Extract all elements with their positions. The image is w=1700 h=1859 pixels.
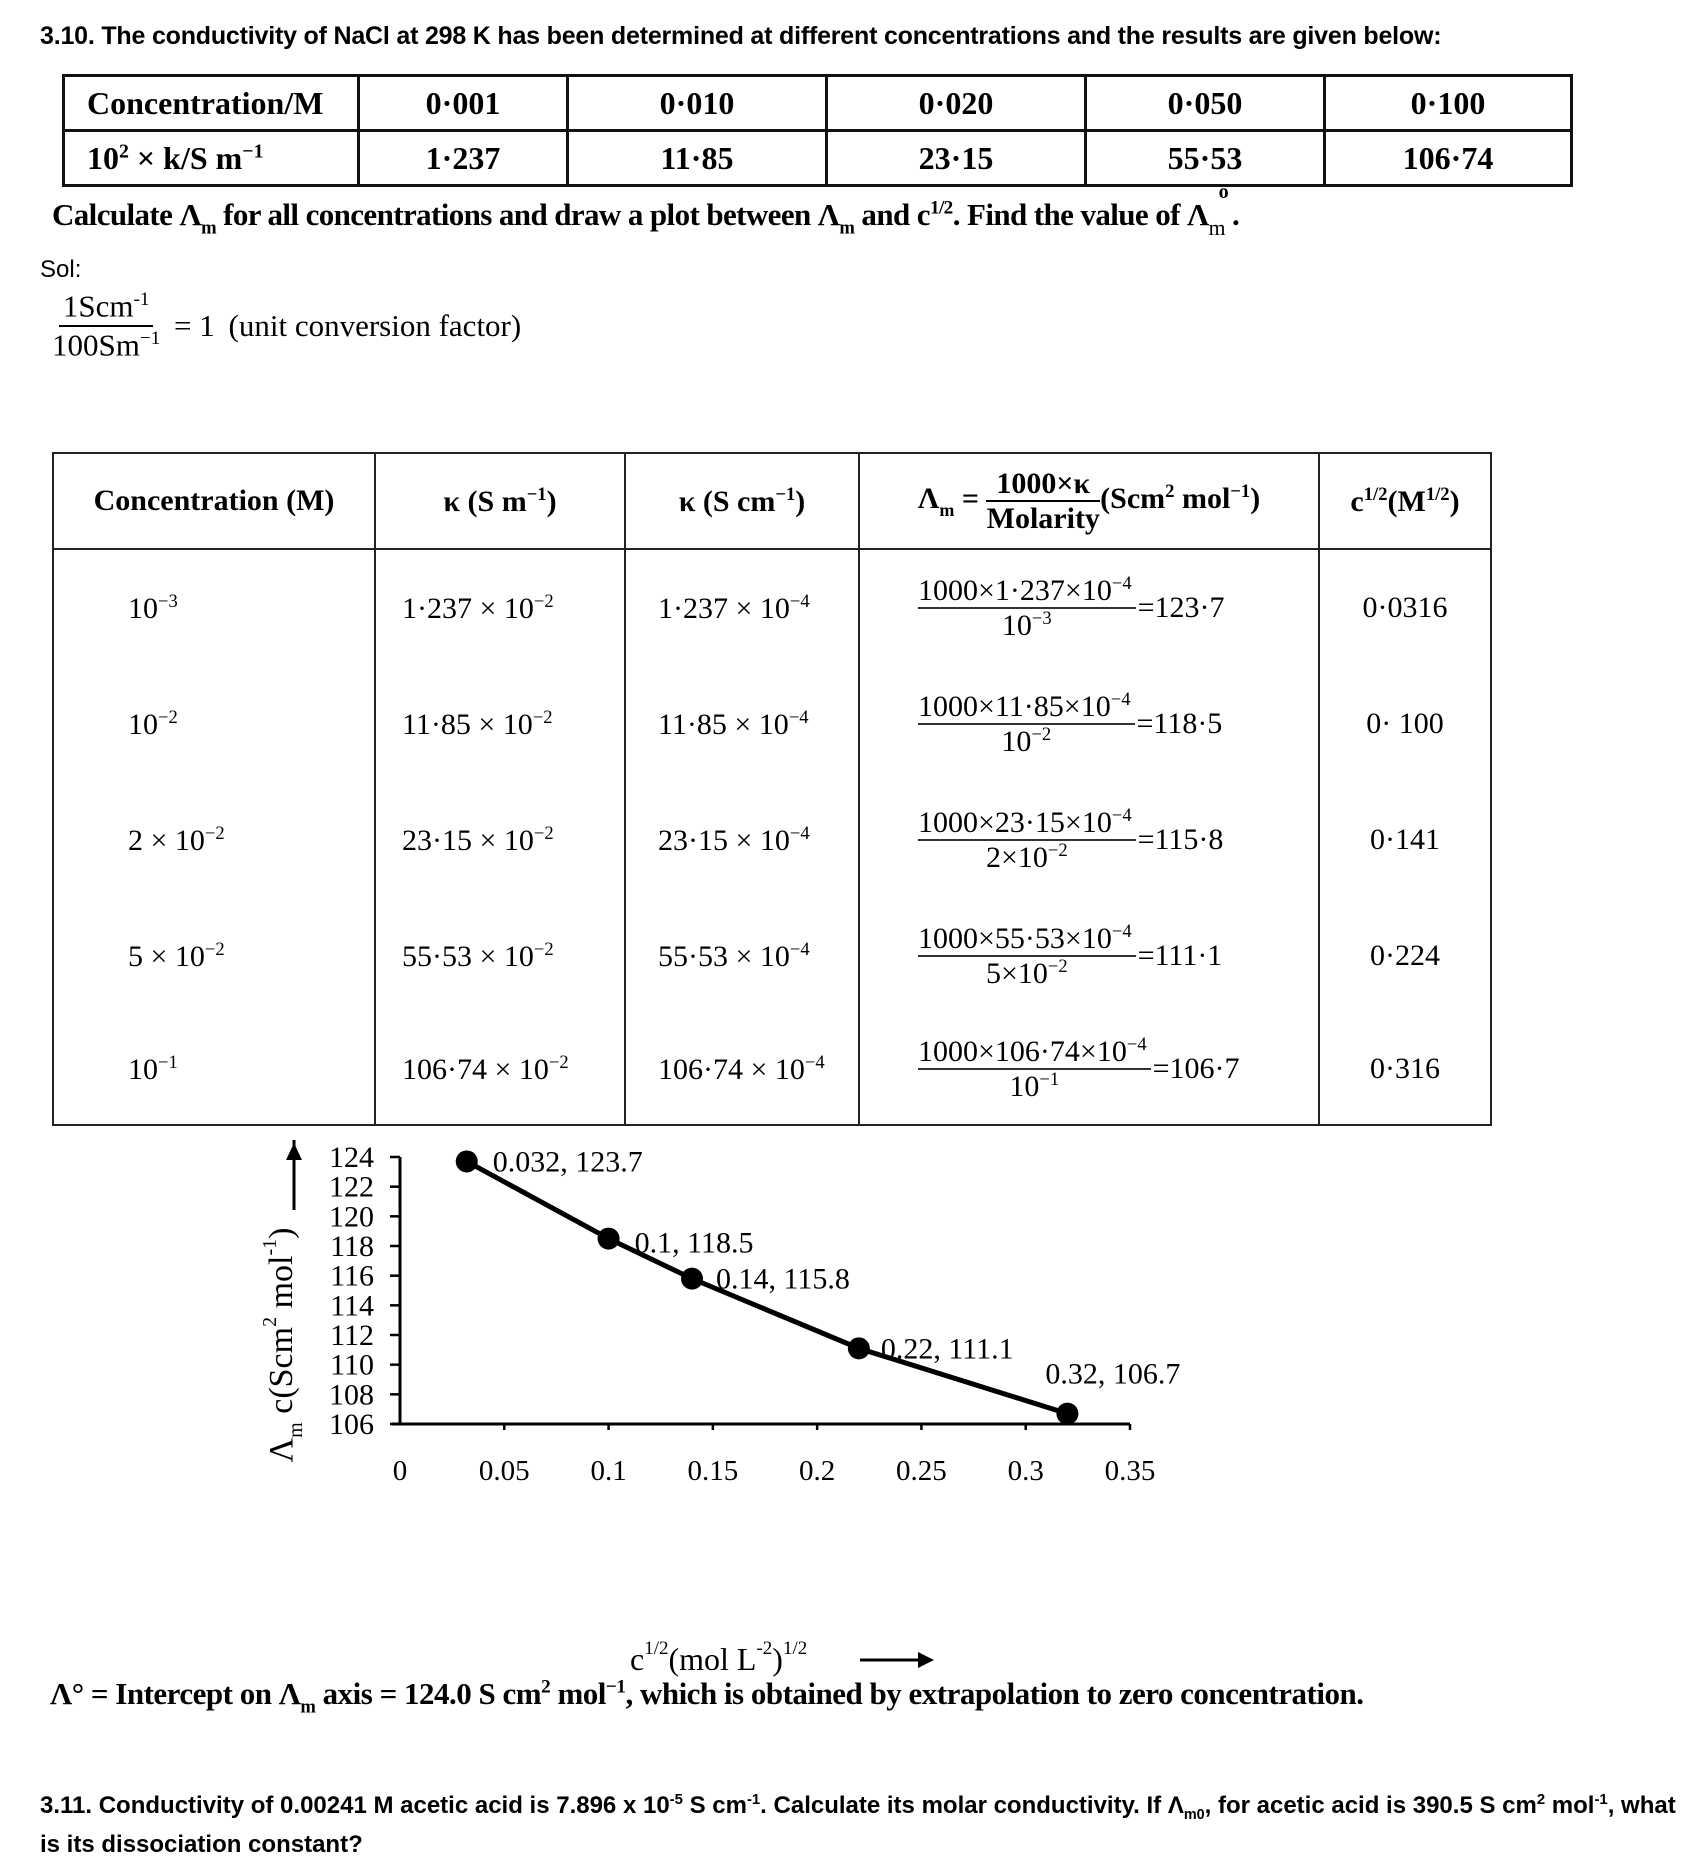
concentration-cell — [53, 1014, 375, 1125]
task-text: and c — [854, 197, 930, 232]
denominator-text: 100Sm — [52, 327, 140, 363]
times-ten: × 10 — [487, 1052, 549, 1086]
table-row — [53, 1014, 1491, 1125]
y-tick-label: 112 — [330, 1319, 374, 1352]
calculation-fraction — [918, 806, 1136, 874]
denominator-text: 10 — [1009, 1070, 1040, 1103]
superscript: -5 — [669, 1792, 683, 1808]
equals-one: = 1 — [174, 307, 215, 343]
data-point — [1056, 1403, 1078, 1425]
calculation-fraction — [918, 1035, 1151, 1103]
x-tick-label: 0.25 — [896, 1455, 947, 1487]
data-point-label: 0.14, 115.8 — [716, 1262, 850, 1296]
kappa-scm-cell — [625, 782, 859, 898]
superscript: −4 — [1110, 689, 1131, 710]
numerator-text: 1Scm — [62, 288, 134, 324]
superscript: 2 — [541, 1676, 551, 1698]
concentration-cell: 0·010 — [568, 76, 827, 131]
y-tick-label: 106 — [329, 1408, 374, 1441]
molar-conductivity-cell — [859, 898, 1319, 1014]
root-concentration-cell: 0·224 — [1319, 898, 1491, 1014]
chart-ticks — [329, 1141, 1155, 1487]
conversion-fraction — [52, 290, 160, 362]
header-concentration: Concentration (M) — [53, 453, 375, 549]
superscript: 1/2 — [1425, 483, 1450, 505]
header-text: c — [1350, 484, 1364, 518]
superscript: -1 — [746, 1792, 761, 1808]
superscript: −1 — [605, 1676, 626, 1698]
question-text: S cm — [682, 1792, 747, 1819]
table-row — [53, 549, 1491, 666]
coefficient: 2 × — [128, 823, 175, 857]
superscript: −1 — [158, 1051, 178, 1073]
times-ten: × 10 — [472, 939, 534, 973]
question-text: mol — [1545, 1792, 1595, 1819]
denominator-text: 10 — [1001, 725, 1032, 758]
conductivity-plot — [0, 1140, 1700, 1680]
superscript: 1/2 — [1363, 483, 1388, 505]
superscript: −1 — [775, 483, 796, 505]
kappa-sm-cell — [375, 782, 625, 898]
superscript: −2 — [1047, 840, 1068, 861]
times-ten: × 10 — [728, 823, 790, 857]
superscript: −4 — [789, 590, 810, 612]
superscript: −2 — [1031, 724, 1052, 745]
unit-conversion — [52, 290, 521, 362]
superscript: −4 — [788, 706, 809, 728]
fraction-numerator — [918, 1035, 1151, 1070]
superscript: −1 — [1039, 1069, 1060, 1090]
superscript: −2 — [1047, 956, 1068, 977]
question-text: , what is its dissociation constant? — [40, 1792, 1676, 1858]
denominator-text: 10 — [1001, 609, 1032, 642]
lambda-symbol: Λ — [917, 481, 940, 515]
y-tick-label: 108 — [329, 1378, 374, 1412]
conversion-note: (unit conversion factor) — [228, 307, 522, 343]
base-ten: 10 — [174, 939, 205, 973]
question-text: 3.11. Conductivity of 0.00241 M acetic acid is 7.896 x 10 — [40, 1792, 670, 1819]
unit-text: mol — [1174, 481, 1231, 515]
superscript: −4 — [1111, 573, 1132, 594]
table-row — [53, 782, 1491, 898]
conductivity-cell: 1·237 — [359, 131, 568, 186]
times-ten: × 10 — [728, 591, 790, 625]
label-part: × k/S m — [128, 139, 243, 176]
unit-text: (Scm — [1100, 481, 1166, 515]
y-tick-label: 118 — [330, 1230, 374, 1263]
y-tick-label: 122 — [329, 1170, 374, 1204]
superscript: −2 — [533, 822, 554, 844]
degree-mark: o — [1218, 181, 1229, 203]
task-text: Calculate Λ — [52, 197, 202, 232]
xlabel-text: c — [630, 1641, 645, 1677]
result-statement — [50, 1676, 1363, 1718]
concentration-cell — [53, 666, 375, 782]
data-point-label: 0.32, 106.7 — [1045, 1357, 1181, 1391]
x-tick-label: 0.15 — [687, 1455, 739, 1487]
data-point — [681, 1268, 703, 1290]
conductivity-cell: 106·74 — [1325, 131, 1572, 186]
y-axis-arrow-head-icon — [286, 1143, 302, 1160]
data-point — [456, 1150, 478, 1172]
coefficient: 5 × — [128, 939, 175, 973]
conductivity-cell: 55·53 — [1086, 131, 1325, 186]
fraction-numerator: 1000×κ — [986, 467, 1100, 502]
kappa-value: 11·85 — [402, 707, 471, 741]
task-text: . — [1232, 197, 1240, 232]
y-tick-label: 116 — [330, 1259, 374, 1293]
molar-conductivity-result: =115·8 — [1137, 823, 1224, 856]
denominator-text: 2×10 — [985, 841, 1048, 874]
fraction-numerator — [918, 922, 1136, 957]
superscript: −1 — [1230, 480, 1251, 502]
concentration-cell: 0·020 — [827, 76, 1086, 131]
row-header-conductivity — [64, 131, 359, 186]
x-tick-label: 0.1 — [590, 1455, 627, 1487]
task-text: for all concentrations and draw a plot between Λ — [215, 197, 840, 232]
kappa-sm-cell — [375, 549, 625, 666]
times-ten: × 10 — [726, 707, 789, 741]
kappa-value: 106·74 — [402, 1052, 487, 1086]
label-part: 10 — [87, 139, 119, 176]
question-text: . Calculate its molar conductivity. If Λ — [760, 1792, 1184, 1819]
table-row — [53, 666, 1491, 782]
chart-labels — [259, 1140, 1180, 1677]
kappa-scm-cell — [625, 1014, 859, 1125]
superscript: −4 — [1126, 1034, 1147, 1055]
kappa-sm-cell — [375, 898, 625, 1014]
superscript: −2 — [204, 938, 225, 960]
fraction-numerator — [918, 806, 1136, 841]
superscript: −3 — [1031, 608, 1052, 629]
solution-label: Sol: — [40, 256, 82, 283]
table-row-conductivity — [64, 131, 1572, 186]
fraction-denominator: Molarity — [986, 502, 1100, 535]
concentration-cell — [53, 898, 375, 1014]
root-concentration-cell: 0·316 — [1319, 1014, 1491, 1125]
task-text: . Find the value of Λ — [952, 197, 1209, 232]
molar-conductivity-cell — [859, 666, 1319, 782]
kappa-value: 11·85 — [658, 707, 727, 741]
data-point — [598, 1228, 620, 1250]
fraction-denominator — [1009, 1070, 1059, 1103]
xlabel-text: (mol L — [668, 1641, 757, 1677]
calculation-fraction — [918, 574, 1136, 642]
result-text: axis = 124.0 S cm — [315, 1676, 542, 1711]
kappa-value: 106·74 — [658, 1052, 743, 1086]
table-row-concentration — [64, 76, 1572, 131]
superscript: −1 — [526, 483, 547, 505]
denominator-text: 5×10 — [985, 957, 1048, 990]
superscript: −3 — [158, 590, 178, 612]
molar-conductivity-result: =111·1 — [1137, 939, 1223, 972]
lambda-zero-symbol — [1208, 181, 1229, 240]
header-text: (M — [1387, 484, 1426, 518]
y-tick-label: 124 — [329, 1141, 374, 1174]
concentration-cell — [53, 782, 375, 898]
fraction-numerator — [918, 690, 1135, 725]
concentration-cell: 0·001 — [359, 76, 568, 131]
times-ten: × 10 — [728, 939, 790, 973]
superscript: −2 — [548, 1051, 569, 1073]
base-ten: 10 — [128, 591, 158, 625]
superscript: −2 — [204, 822, 225, 844]
result-text: mol — [550, 1676, 606, 1711]
fraction-denominator — [986, 841, 1068, 874]
formula-fraction — [986, 467, 1100, 535]
fraction-denominator — [1001, 725, 1051, 758]
molar-conductivity-cell — [859, 1014, 1319, 1125]
concentration-cell — [53, 549, 375, 666]
xlabel-superscript: -2 — [756, 1638, 773, 1659]
superscript: 1/2 — [929, 197, 953, 219]
root-concentration-cell: 0· 100 — [1319, 666, 1491, 782]
header-text: κ (S cm — [678, 484, 776, 518]
table-header-row — [53, 453, 1491, 549]
numerator-text: 1000×106·74×10 — [918, 1035, 1127, 1068]
subscript: m — [1208, 216, 1225, 240]
result-text: , which is obtained by extrapolation to zero concentration. — [625, 1676, 1364, 1711]
conductivity-cell: 11·85 — [568, 131, 827, 186]
fraction-denominator — [1002, 609, 1052, 642]
kappa-value: 1·237 — [658, 591, 728, 625]
question-3-10-heading: 3.10. The conductivity of NaCl at 298 K has been determined at different concentrations and the results are given below: — [40, 22, 1442, 50]
equals-sign: = — [954, 481, 979, 515]
superscript: -1 — [133, 289, 150, 310]
ylabel-lambda: Λ — [263, 1437, 300, 1463]
molar-conductivity-cell — [859, 782, 1319, 898]
label-exponent: 2 — [119, 139, 129, 162]
superscript: −4 — [789, 938, 810, 960]
molar-conductivity-result: =118·5 — [1136, 707, 1223, 740]
kappa-value: 55·53 — [658, 939, 728, 973]
given-data-table — [62, 74, 1573, 187]
data-point-label: 0.22, 111.1 — [880, 1332, 1014, 1366]
x-tick-label: 0.2 — [799, 1455, 836, 1487]
data-point-label: 0.032, 123.7 — [492, 1145, 643, 1179]
x-axis-label — [630, 1638, 807, 1677]
subscript: m0 — [1183, 1806, 1205, 1823]
fraction-denominator — [52, 327, 160, 362]
fraction-numerator — [918, 574, 1136, 609]
row-header-concentration: Concentration/M — [64, 76, 359, 131]
superscript: -1 — [1594, 1792, 1608, 1808]
times-ten: × 10 — [743, 1052, 805, 1086]
kappa-sm-cell — [375, 1014, 625, 1125]
times-ten: × 10 — [472, 823, 534, 857]
y-axis-label — [259, 1228, 307, 1463]
superscript: −4 — [1111, 921, 1132, 942]
subscript: m — [839, 217, 855, 239]
task-statement — [52, 181, 1240, 240]
kappa-value: 55·53 — [402, 939, 472, 973]
header-kappa-sm: κ (S $m^{-1}$) — [375, 453, 625, 549]
calculation-table — [52, 452, 1492, 1126]
kappa-sm-cell — [375, 666, 625, 782]
ylabel-text: c(Scm — [263, 1326, 300, 1423]
superscript: −2 — [533, 590, 554, 612]
ylabel-text: ) — [263, 1227, 300, 1239]
header-root-concentration: $c^{1/2}(M^{1/2})$ — [1319, 453, 1491, 549]
molar-conductivity-result: =106·7 — [1152, 1052, 1240, 1085]
times-ten: × 10 — [470, 707, 533, 741]
xlabel-superscript: 1/2 — [644, 1638, 669, 1659]
y-axis-label-text — [259, 1228, 307, 1463]
x-tick-label: 0.3 — [1007, 1455, 1044, 1487]
xlabel-superscript: 1/2 — [782, 1638, 808, 1659]
subscript: m — [300, 1696, 316, 1718]
concentration-cell: 0·100 — [1325, 76, 1572, 131]
superscript: −4 — [804, 1051, 825, 1073]
ylabel-superscript: -1 — [259, 1238, 281, 1256]
data-point — [848, 1337, 870, 1359]
superscript: 2 — [1165, 480, 1175, 502]
x-tick-label: 0.35 — [1104, 1455, 1156, 1487]
xlabel-text: ) — [772, 1641, 783, 1677]
kappa-scm-cell — [625, 666, 859, 782]
kappa-value: 23·15 — [658, 823, 728, 857]
y-tick-label: 114 — [330, 1289, 374, 1323]
superscript: 2 — [1536, 1792, 1546, 1808]
superscript: −4 — [789, 822, 810, 844]
root-concentration-cell: 0·141 — [1319, 782, 1491, 898]
kappa-scm-cell — [625, 549, 859, 666]
numerator-text: 1000×23·15×10 — [918, 806, 1112, 839]
fraction-numerator — [59, 290, 154, 327]
base-ten: 10 — [174, 823, 205, 857]
conductivity-cell: 23·15 — [827, 131, 1086, 186]
calculation-fraction — [918, 922, 1136, 990]
subscript: m — [939, 499, 955, 520]
numerator-text: 1000×55·53×10 — [918, 922, 1112, 955]
x-tick-label: 0.05 — [478, 1455, 530, 1487]
kappa-scm-cell — [625, 898, 859, 1014]
result-text: Λ° = Intercept on Λ — [50, 1676, 301, 1711]
superscript: −2 — [158, 706, 178, 728]
header-molar-conductivity: $\Lambda_m$ = $\frac{1000\times\kappa}{\text{Molarity}}$ (Scm$^2$ mol$^{-1}$) — [859, 453, 1319, 549]
molar-conductivity-result: =123·7 — [1137, 591, 1225, 624]
x-tick-label: 0 — [392, 1455, 408, 1487]
header-text: κ (S m — [443, 484, 527, 518]
x-axis-arrow-head-icon — [918, 1652, 934, 1668]
superscript: −2 — [533, 938, 554, 960]
numerator-text: 1000×1·237×10 — [918, 574, 1112, 607]
ylabel-superscript: 2 — [259, 1316, 281, 1327]
table-row — [53, 898, 1491, 1014]
label-exponent: −1 — [242, 139, 264, 162]
times-ten: × 10 — [472, 591, 534, 625]
question-text: , for acetic acid is 390.5 S cm — [1204, 1792, 1537, 1819]
numerator-text: 1000×11·85×10 — [918, 690, 1111, 723]
superscript: −1 — [139, 327, 161, 349]
molar-conductivity-cell — [859, 549, 1319, 666]
ylabel-text: mol — [263, 1255, 300, 1317]
y-tick-label: 120 — [329, 1200, 374, 1234]
concentration-cell: 0·050 — [1086, 76, 1325, 131]
calculation-fraction — [918, 690, 1135, 758]
root-concentration-cell: 0·0316 — [1319, 549, 1491, 666]
superscript: −4 — [1111, 805, 1132, 826]
y-tick-label: 110 — [330, 1348, 374, 1382]
header-kappa-scm: κ (S $cm^{-1}$) — [625, 453, 859, 549]
superscript: −2 — [532, 706, 553, 728]
data-point-label: 0.1, 118.5 — [634, 1226, 754, 1260]
base-ten: 10 — [128, 707, 158, 741]
fraction-denominator — [986, 957, 1068, 990]
kappa-value: 1·237 — [402, 591, 472, 625]
ylabel-subscript: m — [285, 1422, 307, 1438]
base-ten: 10 — [128, 1052, 158, 1086]
kappa-value: 23·15 — [402, 823, 472, 857]
subscript: m — [201, 217, 216, 239]
